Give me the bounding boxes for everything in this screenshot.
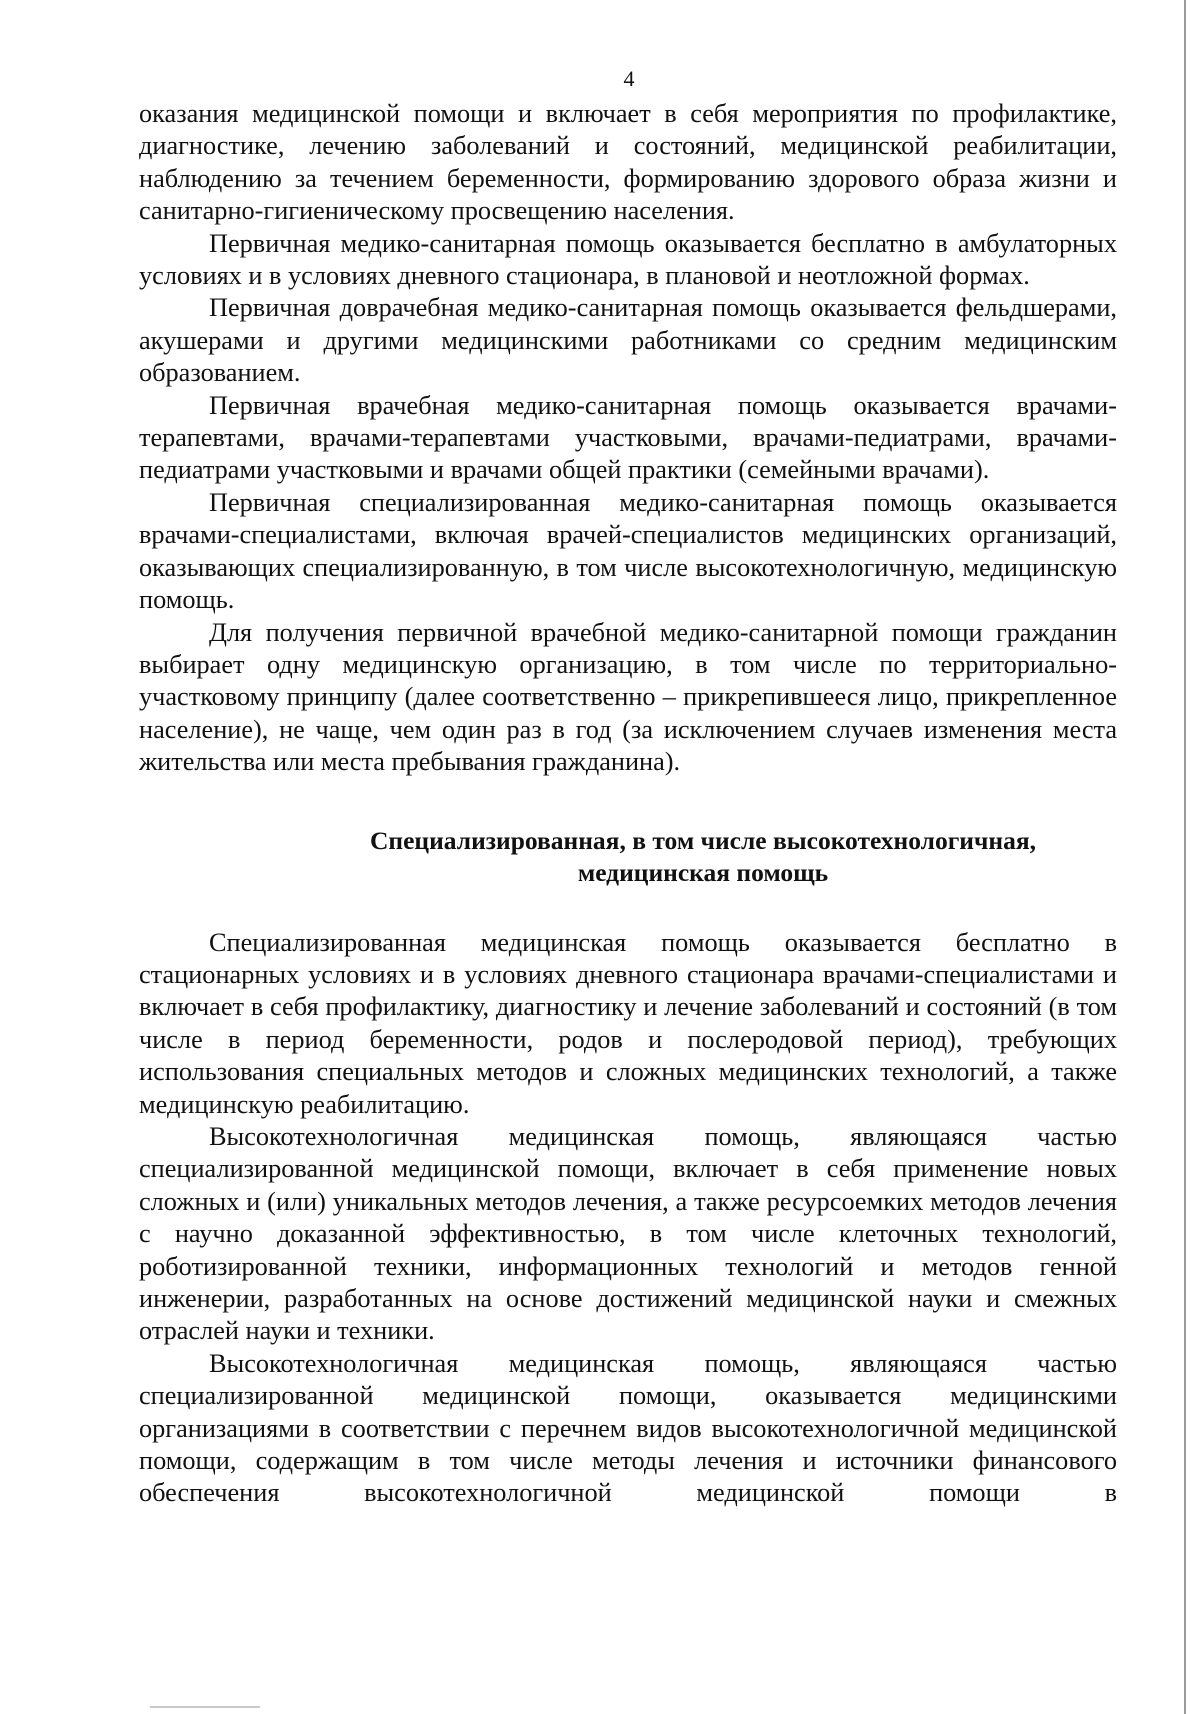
- paragraph-high-tech-providers: Высокотехнологичная медицинская помощь, являющаяся частью специализированной медицинской помощи, оказывается медицинскими организациями в соответствии с перечнем видов высокотехнологичной медицинской помощи, содержащим в том числе методы лечения и источники финансового обеспечения высокотехнологичной медицинской помощи в: [139, 1348, 1117, 1508]
- page-edge-right: [1184, 0, 1186, 1714]
- page-edge-bottom: [150, 1706, 260, 1708]
- page-number: 4: [623, 66, 635, 91]
- document-body: [139, 98, 1117, 1510]
- paragraph-continuation: оказания медицинской помощи и включает в себя мероприятия по профилактике, диагностике, лечению заболеваний и состояний, медицинской реабилитации, наблюдению за течением беременности, формированию здорового образа жизни и санитарно-гигиеническому просвещению населения.: [139, 99, 1117, 226]
- paragraph-doctor-care: Первичная врачебная медико-санитарная помощь оказывается врачами-терапевтами, врачами-терапевтами участковыми, врачами-педиатрами, врачами-педиатрами участковыми и врачами общей практики (семейными врачами).: [139, 390, 1117, 485]
- paragraph-primary-care: Первичная медико-санитарная помощь оказывается бесплатно в амбулаторных условиях и в условиях дневного стационара, в плановой и неотложной формах.: [139, 228, 1117, 291]
- paragraph-organization-choice: Для получения первичной врачебной медико-санитарной помощи гражданин выбирает одну медицинскую организацию, в том числе по территориально-участковому принципу (далее соответственно – прикрепившееся лицо, прикрепленное население), не чаще, чем один раз в год (за исключением случаев изменения места жительства или места пребывания гражданина).: [139, 617, 1117, 777]
- paragraph-pre-doctor-care: Первичная доврачебная медико-санитарная помощь оказывается фельдшерами, акушерами и другими медицинскими работниками со средним медицинским образованием.: [139, 293, 1117, 388]
- section-heading-line-1: Специализированная, в том числе высокотехнологичная,: [370, 825, 1036, 855]
- section-heading: [139, 825, 1117, 889]
- paragraph-high-tech-care: Высокотехнологичная медицинская помощь, являющаяся частью специализированной медицинской помощи, включает в себя применение новых сложных и (или) уникальных методов лечения, а также ресурсоемких методов лечения с научно доказанной эффективностью, в том числе клеточных технологий, роботизированной техники, информационных технологий и методов генной инженерии, разработанных на основе достижений медицинской науки и смежных отраслей науки и техники.: [139, 1121, 1117, 1346]
- paragraph-specialized-care: Специализированная медицинская помощь оказывается бесплатно в стационарных условиях и в условиях дневного стационара врачами-специалистами и включает в себя профилактику, диагностику и лечение заболеваний и состояний (в том числе в период беременности, родов и послеродовой период), требующих использования специальных методов и сложных медицинских технологий, а также медицинскую реабилитацию.: [139, 927, 1117, 1119]
- section-heading-line-2: медицинская помощь: [577, 857, 829, 887]
- paragraph-specialized-primary-care: Первичная специализированная медико-санитарная помощь оказывается врачами-специалистами, включая врачей-специалистов медицинских организаций, оказывающих специализированную, в том числе высокотехнологичную, медицинскую помощь.: [139, 487, 1117, 615]
